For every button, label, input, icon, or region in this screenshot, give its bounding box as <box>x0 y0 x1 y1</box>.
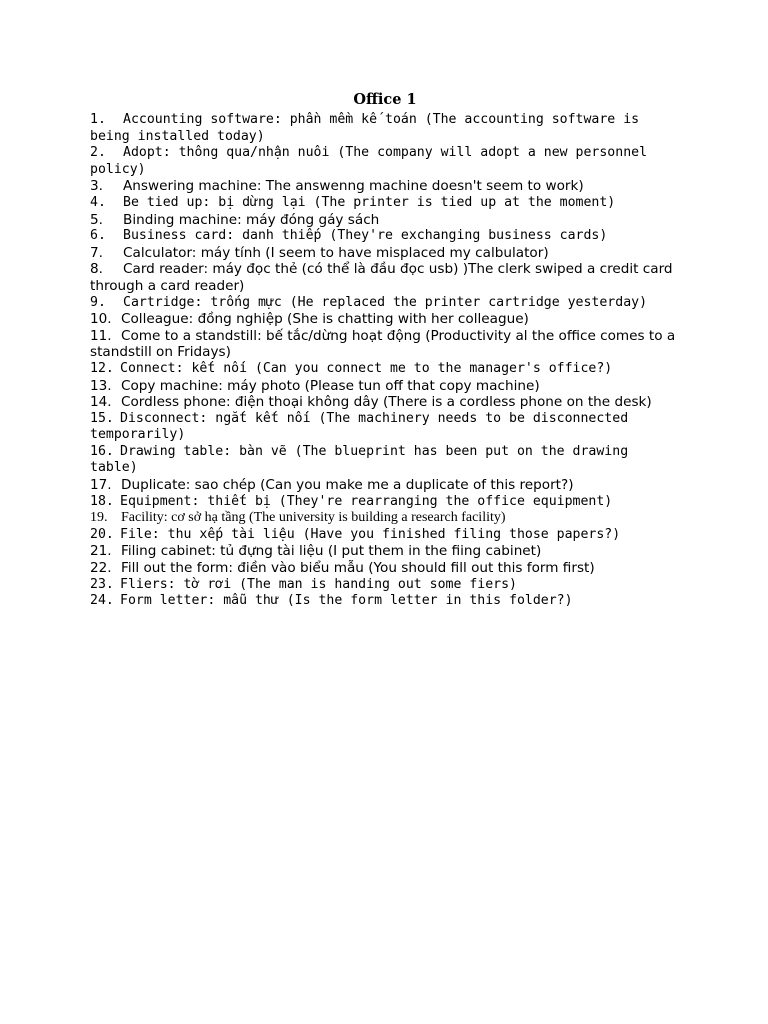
item-text: Calculator: máy tính (I seem to have misplaced my calbulator) <box>123 244 549 261</box>
item-text: Fliers: tờ rơi (The man is handing out some fiers) <box>120 576 517 592</box>
item-text: Disconnect: ngắt kết nối (The machinery needs to be disconnected temporarily) <box>90 410 629 443</box>
document-body <box>90 90 680 610</box>
list-item <box>90 261 680 294</box>
list-item <box>90 494 680 511</box>
item-number: 18. <box>90 493 114 509</box>
item-text: File: thu xếp tài liệu (Have you finished filing those papers?) <box>120 526 621 542</box>
item-number: 19. <box>90 510 108 526</box>
item-number: 9. <box>90 294 106 310</box>
item-text: Business card: danh thiếp (They're exchanging business cards) <box>123 228 608 244</box>
item-number: 22. <box>90 560 112 577</box>
item-text: Come to a standstill: bế tắc/dừng hoạt động (Productivity al the office comes to a standstill on Fridays) <box>90 327 676 361</box>
list-item <box>90 378 680 395</box>
list-item <box>90 212 680 229</box>
item-number: 13. <box>90 377 112 394</box>
item-number: 21. <box>90 543 112 560</box>
item-text: Cordless phone: điện thoại không dây (There is a cordless phone on the desk) <box>121 394 652 411</box>
item-text: Binding machine: máy đóng gáy sách <box>123 211 380 228</box>
item-number: 16. <box>90 443 114 459</box>
item-number: 8. <box>90 261 103 278</box>
list-item <box>90 145 680 178</box>
list-item <box>90 228 680 245</box>
item-number: 23. <box>90 576 114 592</box>
item-number: 3. <box>90 178 103 195</box>
list-item <box>90 527 680 544</box>
list-item <box>90 245 680 262</box>
list-item <box>90 510 680 527</box>
item-text: Colleague: đồng nghiệp (She is chatting with her colleague) <box>121 311 529 328</box>
item-text: Facility: cơ sở hạ tầng (The university is building a research facility) <box>121 510 506 526</box>
list-item <box>90 295 680 312</box>
item-number: 11. <box>90 327 112 344</box>
list-item <box>90 477 680 494</box>
item-text: Answering machine: The answenng machine doesn't seem to work) <box>123 178 584 195</box>
item-number: 14. <box>90 394 112 411</box>
list-item <box>90 577 680 594</box>
item-text: Equipment: thiết bị (They're rearranging the office equipment) <box>120 493 613 509</box>
list-item <box>90 361 680 378</box>
item-text: Copy machine: máy photo (Please tun off that copy machine) <box>121 377 540 394</box>
list-item <box>90 178 680 195</box>
item-text: Drawing table: bàn vẽ (The blueprint has been put on the drawing table) <box>90 443 629 476</box>
item-text: Adopt: thông qua/nhận nuôi (The company will adopt a new personnel policy) <box>90 145 648 177</box>
item-number: 5. <box>90 211 103 228</box>
item-number: 7. <box>90 244 103 261</box>
item-number: 1. <box>90 112 106 127</box>
item-text: Filing cabinet: tủ đựng tài liệu (I put them in the fiing cabinet) <box>121 543 542 560</box>
item-text: Form letter: mẫu thư (Is the form letter in this folder?) <box>120 593 573 609</box>
item-number: 4. <box>90 194 106 210</box>
item-number: 17. <box>90 477 112 494</box>
item-text: Card reader: máy đọc thẻ (có thể là đầu đọc usb) )The clerk swiped a credit card through a card reader) <box>90 261 673 294</box>
item-number: 6. <box>90 228 106 244</box>
list-item <box>90 543 680 560</box>
list-item <box>90 593 680 610</box>
list-item <box>90 560 680 577</box>
item-text: Be tied up: bị dừng lại (The printer is tied up at the moment) <box>123 194 616 210</box>
list-item <box>90 444 680 477</box>
item-number: 20. <box>90 526 114 542</box>
list-item <box>90 328 680 361</box>
item-number: 2. <box>90 145 106 161</box>
item-text: Cartridge: trống mực (He replaced the printer cartridge yesterday) <box>123 294 648 310</box>
item-text: Accounting software: phần mềm kế toán (The accounting software is being installed today) <box>90 112 640 144</box>
item-number: 15. <box>90 410 114 426</box>
list-item <box>90 195 680 212</box>
list-item <box>90 311 680 328</box>
item-text: Fill out the form: điền vào biểu mẫu (You should fill out this form first) <box>121 560 595 577</box>
item-number: 10. <box>90 311 112 328</box>
list-item <box>90 112 680 145</box>
list-item <box>90 394 680 411</box>
item-number: 24. <box>90 593 114 609</box>
page-title: Office 1 <box>353 91 417 108</box>
item-text: Connect: kết nối (Can you connect me to the manager's office?) <box>120 360 613 376</box>
item-text: Duplicate: sao chép (Can you make me a duplicate of this report?) <box>121 477 574 494</box>
list-item <box>90 411 680 444</box>
item-number: 12. <box>90 360 114 376</box>
